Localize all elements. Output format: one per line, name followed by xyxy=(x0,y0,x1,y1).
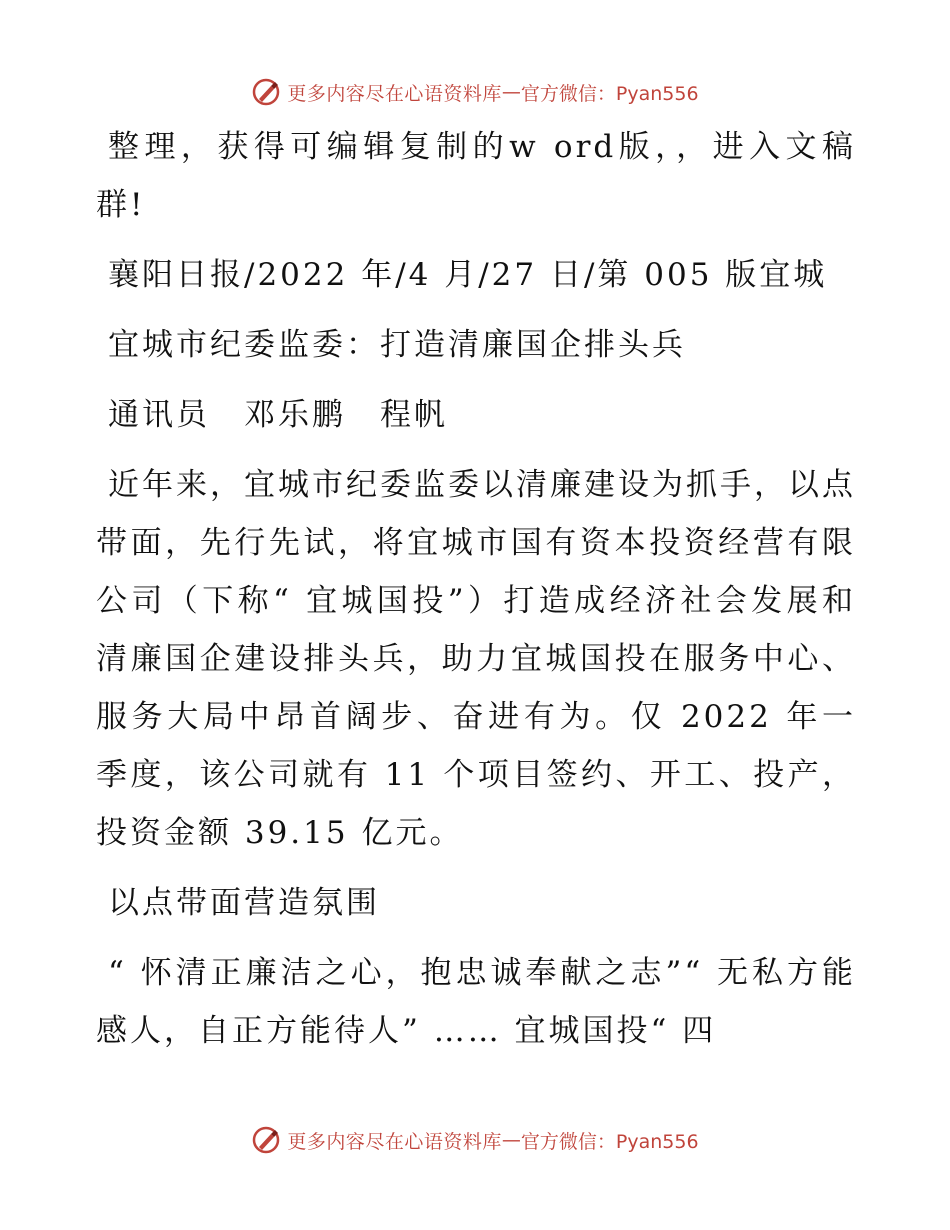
section-heading: 以点带面营造氛围 xyxy=(108,885,380,921)
source-line: 襄阳日报/2022 年/4 月/27 日/第 005 版宜城 xyxy=(108,257,828,293)
pen-logo-icon xyxy=(251,77,281,107)
watermark-text: 更多内容尽在心语资料库 xyxy=(287,82,502,105)
body-paragraph: “ 怀清正廉洁之心，抱忠诚奉献之志”“ 无私方能感人，自正方能待人” …… 宜城国投“ 四 xyxy=(96,955,856,1049)
watermark-banner-top xyxy=(0,72,950,112)
article-title: 宜城市纪委监委：打造清廉国企排头兵 xyxy=(108,327,686,363)
intro-line: 整理，获得可编辑复制的w ord版，，进入文稿群! xyxy=(96,129,856,223)
pen-logo-icon xyxy=(251,1125,281,1155)
document-body xyxy=(96,118,856,1072)
watermark-banner-bottom xyxy=(0,1120,950,1160)
watermark-contact: 官方微信：Pyan556 xyxy=(520,82,699,105)
watermark-separator: — xyxy=(501,1129,521,1151)
watermark-separator: — xyxy=(501,81,521,103)
body-paragraph: 近年来，宜城市纪委监委以清廉建设为抓手，以点带面，先行先试，将宜城市国有资本投资经营有限公司（下称“ 宜城国投”）打造成经济社会发展和清廉国企建设排头兵，助力宜城国投在服务中心、服务大局中昂首阔步、奋进有为。仅 2022 年一季度，该公司就有 11 个项目签约、开工、投产，投资金额 39.15 亿元。 xyxy=(96,467,856,851)
byline: 通讯员 邓乐鹏 程帆 xyxy=(108,397,448,433)
watermark-contact: 官方微信：Pyan556 xyxy=(520,1130,699,1153)
watermark-text: 更多内容尽在心语资料库 xyxy=(287,1130,502,1153)
